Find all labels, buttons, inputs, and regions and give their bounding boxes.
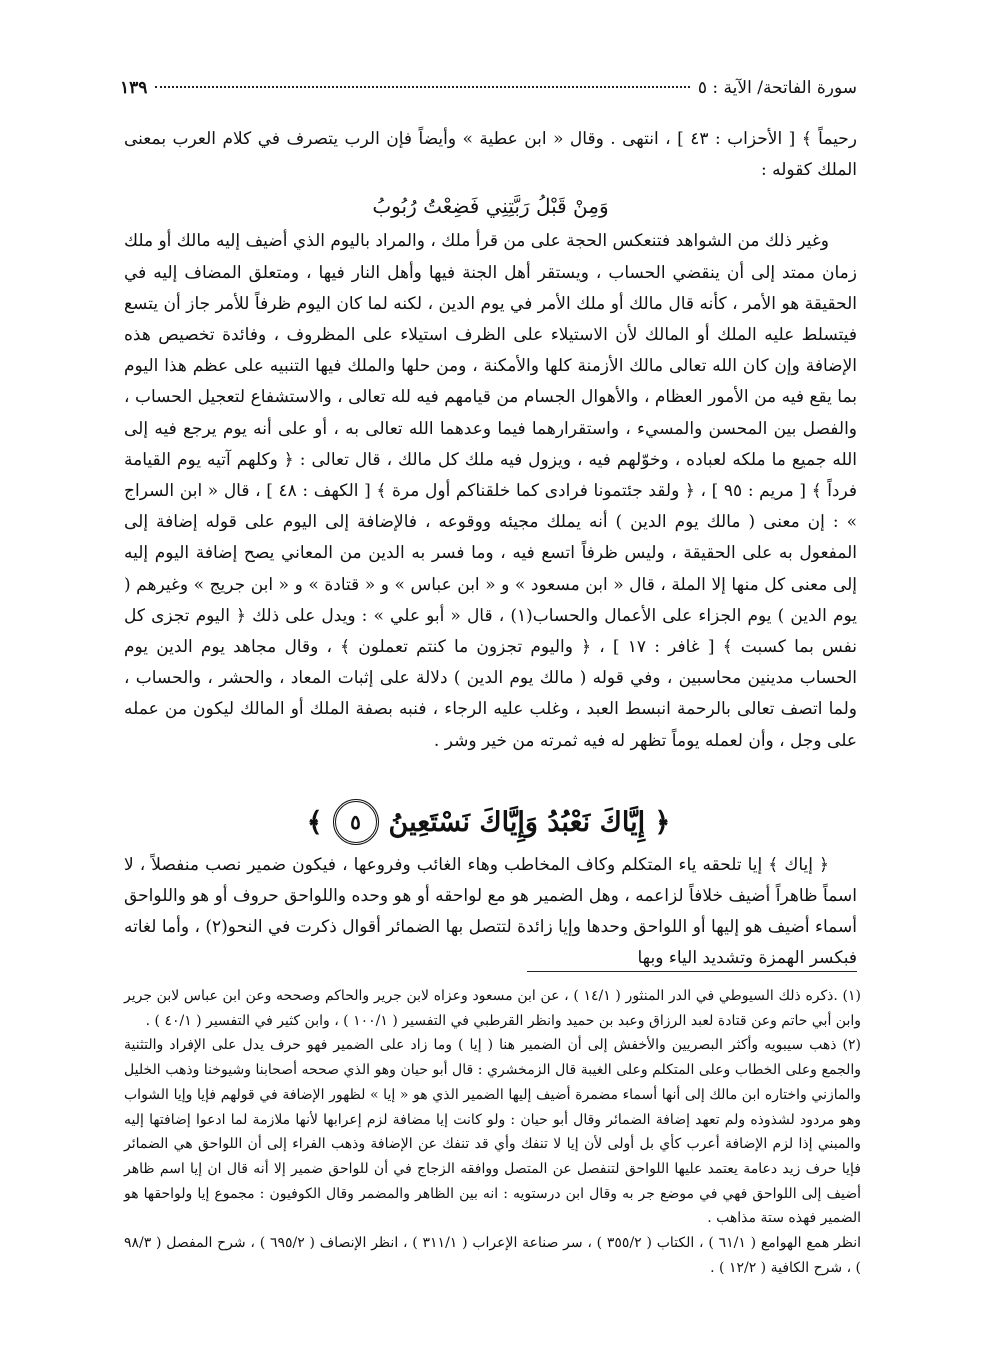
- page-number: ١٣٩: [120, 78, 148, 98]
- ayah-text: ﴿ إِيَّاكَ نَعْبُدُ وَإِيَّاكَ نَسْتَعِينُ: [388, 806, 671, 838]
- running-header: [120, 78, 857, 104]
- poetry-verse: وَمِنْ قَبْلُ رَبَّتِنِي فَضِعْتُ رُبُوبُ: [372, 194, 609, 219]
- ayah-number-medallion: ٥: [333, 799, 379, 845]
- quran-ayah-heading: [120, 796, 857, 848]
- paragraph-3: ﴿ إياك ﴾ إيا تلحقه ياء المتكلم وكاف المخاطب وهاء الغائب وفروعها ، فيكون ضمير نصب منفصلاً ، لا اسماً ظاهراً أضيف خلافاً لزاعمه ، وهل الضمير هو مع لواحقه أو هو وحده واللواحق حروف أو هو واللواحق أسماء أضيف هو إليها أو اللواحق وحدها وإيا زائدة لتتصل بها الضمائر أقوال ذكرت في النحو(٢) ، وأما لغاته فبكسر الهمزة وتشديد الياء وبها: [124, 855, 857, 968]
- footnote-2: (٢) ذهب سيبويه وأكثر البصريين والأخفش إلى أن الضمير هنا ( إيا ) وما زاد على الضمير فهو حرف يدل على الإفراد والتثنية والجمع وعلى الخطاب وعلى المتكلم وعلى الغيبة قال الزمخشري : قال أبو حيان وهو الذي صححه أصحابنا وشيوخنا وذهب الخليل والمازني واختاره ابن مالك إلى أنها أسماء مضمرة أضيف إليها الضمير الذي هو « إيا » لظهور الإضافة في قولهم فإيا وإيا الشواب وهو مردود لشذوذه ولم تعهد إضافة الضمائر وقال أبو حيان : ولو كانت إيا مضافة لزم إعرابها لأنها ملازمة لما ادعوا إضافتها إليه والمبني إذا لزم الإضافة أعرب كأي بل أولى لأن إيا لا تنفك وأي قد تنفك عن الإضافة وذهب الفراء إلى أن اللواحق هي الضمائر فإيا حرف زيد دعامة يعتمد عليها اللواحق لتنفصل عن المتصل ووافقه الزجاج في أن للواحق ضمير إلا أنه قال ان إيا اسم ظاهر أضيف إلى اللواحق فهي في موضع جر به وقال ابن درستويه : انه بين الظاهر والمضمر وقال الكوفيون : مجموع إيا ولواحقها هو الضمير فهذه ستة مذاهب .: [124, 1037, 861, 1227]
- footnote-separator: [527, 971, 857, 972]
- leader-dots: [155, 86, 689, 88]
- footnote-1: (١) .ذكره ذلك السيوطي في الدر المنثور ( ١٤/١ ) ، عن ابن مسعود وعزاه لابن جرير والحاكم وصححه وعن ابن عباس لابن جرير وابن أبي حاتم وعن قتادة لعبد الرزاق وعبد بن حميد وانظر القرطبي في التفسير ( ١٠٠/١ ) ، وابن كثير في التفسير ( ٤٠/١ ) .: [124, 988, 861, 1029]
- paragraph-1: رحيماً ﴾ [ الأحزاب : ٤٣ ] ، انتهى . وقال « ابن عطية » وأيضاً فإن الرب يتصرف في كلام العرب بمعنى الملك كقوله :: [124, 129, 857, 181]
- paragraph-2: وغير ذلك من الشواهد فتنعكس الحجة على من قرأ ملك ، والمراد باليوم الذي أضيف إليه مالك أو ملك زمان ممتد إلى أن ينقضي الحساب ، ويستقر أهل الجنة فيها وأهل النار فيها ، ومتعلق المضاف إليه في الحقيقة هو الأمر ، كأنه قال مالك أو ملك الأمر في يوم الدين ، لكنه لما كان اليوم ظرفاً للأمر جاز أن يتسع فيتسلط عليه الملك أو المالك لأن الاستيلاء على الظرف استيلاء على المظروف ، وفائدة تخصيص هذه الإضافة وإن كان الله تعالى مالك الأزمنة كلها والأمكنة ، ومن حلها والملك فيها التنبيه على عظم هذا اليوم بما يقع فيه من الأمور العظام ، والأهوال الجسام من قيامهم فيه لله تعالى ، والاستشفاع لتعجيل الحساب ، والفصل بين المحسن والمسيء ، واستقرارهما فيما وعدهما الله تعالى به ، أو على أنه يوم يرجع فيه إلى الله جميع ما ملكه لعباده ، وخوّلهم فيه ، ويزول فيه ملك كل مالك ، قال تعالى : ﴿ وكلهم آتيه يوم القيامة فرداً ﴾ [ مريم : ٩٥ ] ، ﴿ ولقد جئتمونا فرادى كما خلقناكم أول مرة ﴾ [ الكهف : ٤٨ ] ، قال « ابن السراج » : إن معنى ( مالك يوم الدين ) أنه يملك مجيئه ووقوعه ، فالإضافة إلى اليوم على قوله إضافة إلى المفعول به على الحقيقة ، وليس ظرفاً اتسع فيه ، وما فسر به الدين من المعاني يصح إضافة اليوم إليه إلى معنى كل منها إلا الملة ، قال « ابن مسعود » و « ابن عباس » و « قتادة » و « ابن جريج » وغيرهم ( يوم الدين ) يوم الجزاء على الأعمال والحساب(١) ، قال « أبو علي » : ويدل على ذلك ﴿ اليوم تجزى كل نفس بما كسبت ﴾ [ غافر : ١٧ ] ، ﴿ واليوم تجزون ما كنتم تعملون ﴾ ، وقال مجاهد يوم الدين يوم الحساب مدينين محاسبين ، وفي قوله ( مالك يوم الدين ) دلالة على إثبات المعاد ، والحشر ، والحساب ، ولما اتصف تعالى بالرحمة انبسط العبد ، وغلب عليه الرجاء ، فنبه بصفة الملك أو المالك ليكون من عمله على وجل ، وأن لعمله يوماً تظهر له فيه ثمرته من خير وشر .: [124, 231, 857, 751]
- ayah-closing-bracket: ﴾: [306, 806, 323, 838]
- main-text: [124, 124, 857, 757]
- footnote-3: انظر همع الهوامع ( ٦١/١ ) ، الكتاب ( ٣٥٥/٢ ) ، سر صناعة الإعراب ( ٣١١/١ ) ، انظر الإنصاف ( ٦٩٥/٢ ) ، شرح المفصل ( ٩٨/٣ ) ، شرح الكافية ( ١٢/٢ ) .: [124, 1235, 862, 1276]
- surah-verse-title: سورة الفاتحة/ الآية : ٥: [697, 78, 857, 98]
- commentary-text: [124, 850, 857, 974]
- footnotes: [124, 984, 861, 1280]
